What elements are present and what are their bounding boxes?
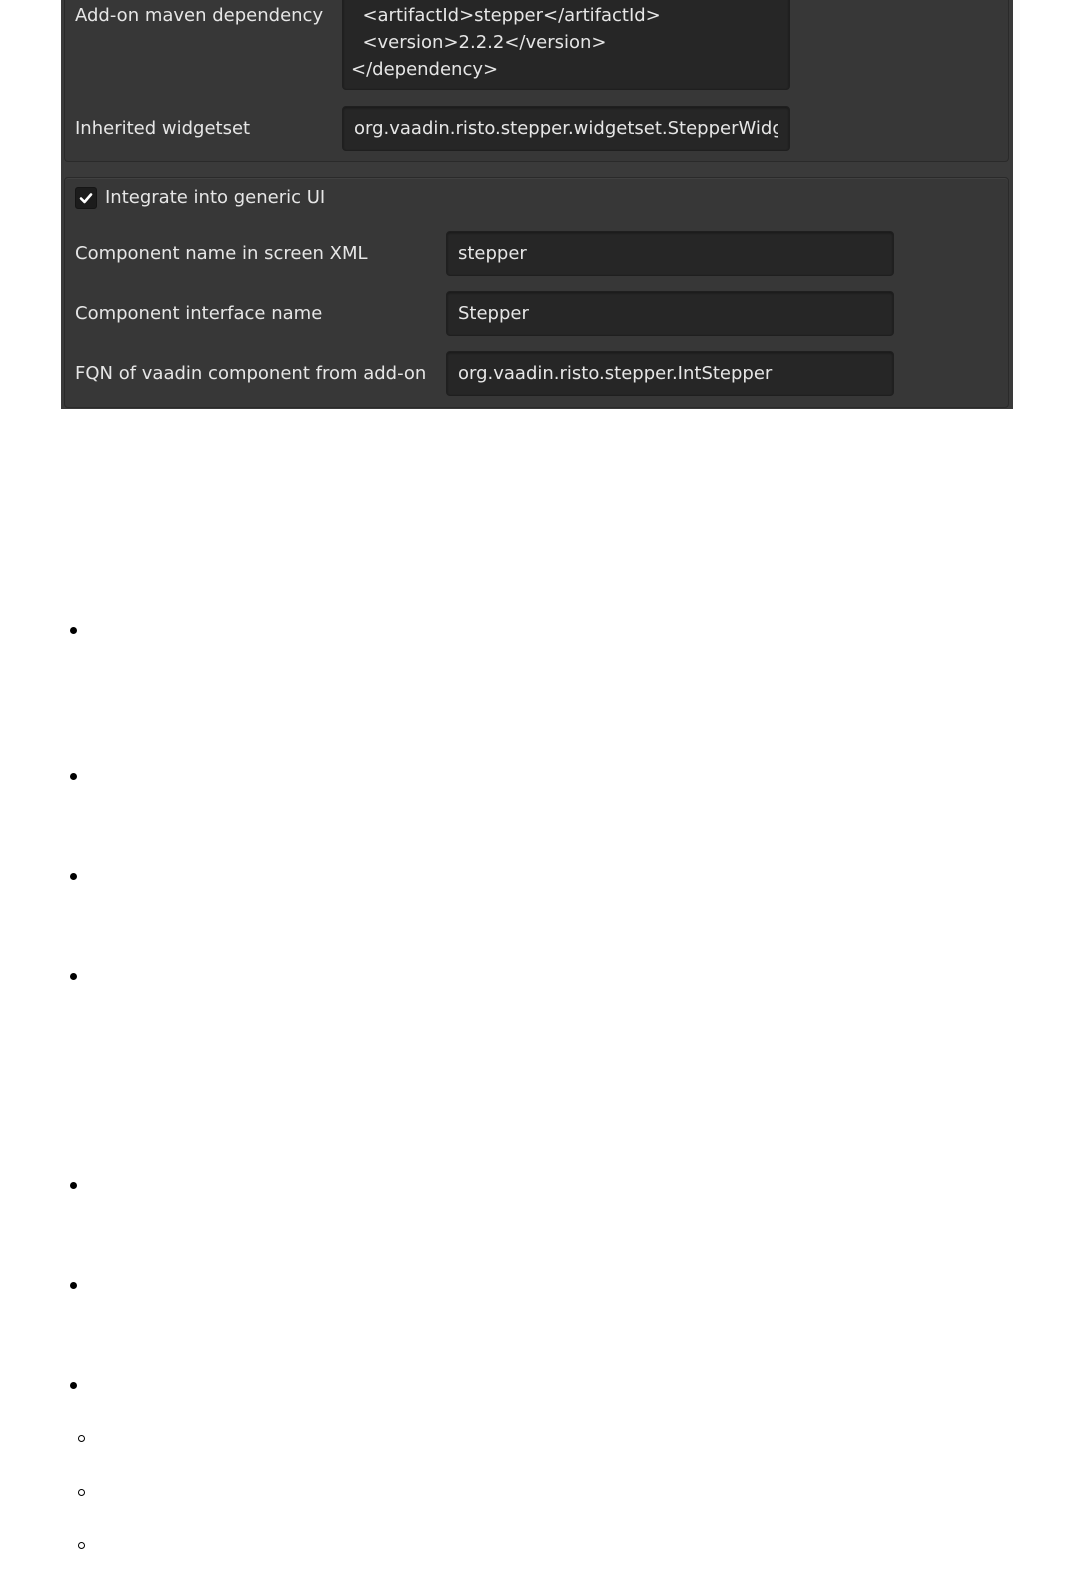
maven-line: </dependency> [351,59,499,80]
list-item [70,973,77,980]
screenshot-image [61,0,1013,409]
checkmark-icon [79,191,93,205]
fqn-component-input[interactable] [446,351,894,396]
integrate-generic-ui-label: Integrate into generic UI [105,187,326,208]
list-item [70,873,77,880]
component-name-input[interactable] [446,231,894,276]
integrate-generic-ui-checkbox[interactable] [75,187,97,209]
maven-dependency-textarea[interactable] [342,0,790,90]
sub-list-item [78,1542,85,1549]
list-item [70,1382,77,1389]
generic-ui-panel [64,177,1009,408]
addon-settings-panel [64,0,1009,162]
component-interface-input[interactable] [446,291,894,336]
list-item [70,1282,77,1289]
widgetset-label: Inherited widgetset [75,118,251,139]
list-item [70,627,77,634]
list-item [70,773,77,780]
widgetset-input[interactable] [342,106,790,151]
sub-list-item [78,1435,85,1442]
maven-dependency-label: Add-on maven dependency [75,5,324,26]
list-item [70,1182,77,1189]
component-name-label: Component name in screen XML [75,243,368,264]
component-interface-label: Component interface name [75,303,323,324]
sub-list-item [78,1489,85,1496]
maven-line: <artifactId>stepper</artifactId> [351,5,661,26]
fqn-component-label: FQN of vaadin component from add-on [75,363,427,384]
maven-line: <version>2.2.2</version> [351,32,607,53]
integrate-generic-ui-checkbox-row[interactable] [75,186,325,210]
